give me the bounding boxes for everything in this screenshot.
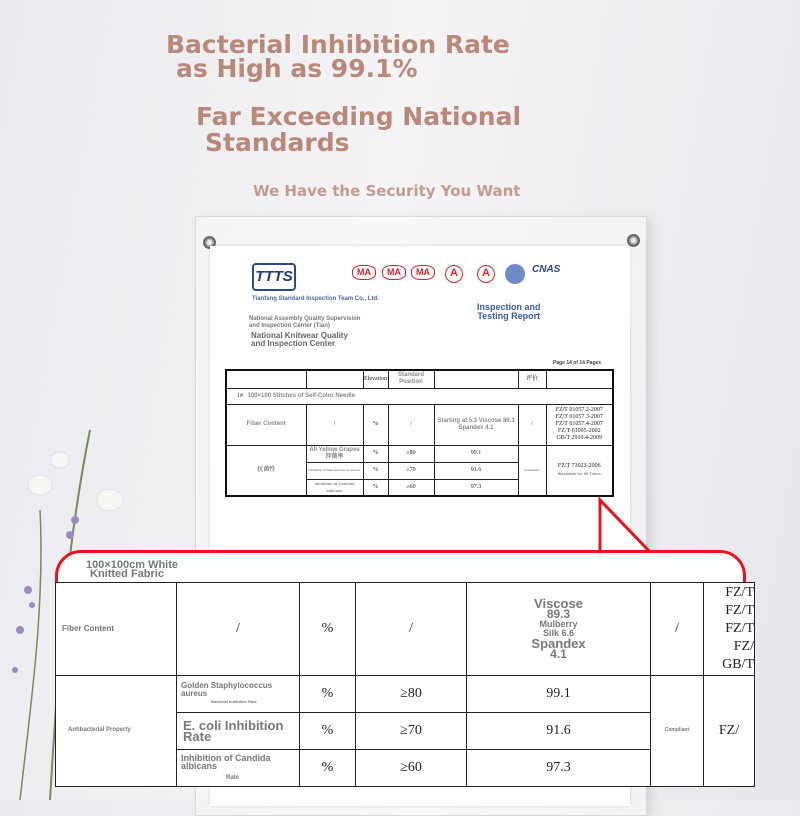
- limit: ≥80: [356, 675, 467, 712]
- cell: %: [300, 583, 356, 676]
- limit: ≥70: [388, 462, 434, 479]
- limit: ≥80: [388, 445, 434, 462]
- item: [177, 749, 300, 786]
- ma-stamp-icon: MA: [411, 265, 435, 280]
- item-sub: Rate: [226, 774, 240, 781]
- table-header-row: [226, 370, 613, 388]
- headline-line-4: Standards: [205, 128, 350, 157]
- sample-desc: 100×100 Stitches of Self-Color Needle: [247, 392, 356, 399]
- headline-line-1: Bacterial Inhibition Rate: [166, 30, 510, 59]
- table-row: [56, 583, 755, 676]
- header-cell: [306, 370, 363, 388]
- value: 91.6: [434, 462, 518, 479]
- cell: %: [300, 749, 356, 786]
- sample-line: Knitted Fabric: [90, 568, 164, 580]
- value: 97.3: [434, 479, 518, 496]
- ttts-logo: TTTS: [252, 263, 296, 291]
- std: GB/T: [722, 656, 754, 672]
- fiber-value: Starting at 5.3 Viscose 89.3 Spandex 4.1: [434, 404, 518, 445]
- center-line: and Inspection Center: [251, 339, 336, 348]
- limit: ≥60: [388, 479, 434, 496]
- page-number: Page 14 of 14 Pages: [553, 360, 602, 366]
- table-row: [226, 404, 613, 445]
- company-name: Tianfang Standard Inspection Team Co., Ltd.: [252, 296, 379, 302]
- ilac-seal-icon: [505, 264, 525, 284]
- antibac-label: Antibacterial Property: [56, 675, 177, 786]
- item: [177, 675, 300, 712]
- title-line: Testing Report: [477, 311, 541, 321]
- header-cell: Standard Position: [388, 370, 434, 388]
- report-title: [477, 303, 541, 321]
- headline-line-3: Far Exceeding National: [196, 102, 522, 131]
- cell: /: [518, 404, 546, 445]
- center-line: and Inspection Center (Tian): [249, 323, 330, 329]
- fv: Spandex: [531, 635, 586, 651]
- std: FZ/: [733, 638, 754, 654]
- callout-sample: [86, 561, 178, 579]
- item-text: Inhibition of Candida albicans: [181, 752, 271, 771]
- cell: /: [388, 404, 434, 445]
- callout-pointer: [598, 498, 658, 556]
- std: FZ/T 01095-2002: [557, 428, 601, 434]
- header-cell: 评价: [518, 370, 546, 388]
- zoom-callout: [55, 550, 754, 786]
- sample-cell: [226, 388, 613, 404]
- std: FZ/T 01057.2-2007: [555, 407, 603, 413]
- item: Inhibition of Candida albicans: [306, 479, 363, 496]
- header-cell: [546, 370, 613, 388]
- wash-note: Washable for 50 Times: [557, 471, 601, 477]
- table-row: [56, 675, 755, 712]
- fv: 89.3: [546, 606, 571, 621]
- antibac-standard: FZ/: [704, 675, 755, 786]
- fiber-standards: [704, 583, 755, 676]
- knitwear-center: [251, 332, 348, 348]
- callout-table: [55, 582, 755, 787]
- item-text: Golden Staphylococcus aureus: [181, 681, 273, 699]
- fv: Viscose: [534, 595, 583, 611]
- std: FZ/T: [725, 620, 754, 636]
- value: 91.6: [467, 713, 651, 749]
- title-line: Inspection and: [477, 302, 541, 312]
- center-name: [249, 316, 360, 330]
- cell: %: [363, 404, 388, 445]
- value: 99.1: [467, 675, 651, 712]
- ma-stamp-icon: MA: [382, 265, 406, 280]
- item-sub: Bacterial Inhibition Rate: [211, 699, 257, 705]
- std: FZ/T: [725, 602, 754, 618]
- report-table: [225, 369, 614, 497]
- std: FZ/T: [725, 584, 754, 600]
- cell: /: [177, 583, 300, 676]
- cell: /: [651, 583, 704, 676]
- item: E. coli Inhibition Rate: [177, 713, 300, 749]
- ma-stamp-icon: MA: [352, 265, 376, 280]
- sample-line: 100×100cm White: [86, 559, 179, 571]
- std: FZ/T 01057.3-2007: [555, 414, 603, 420]
- sample-row: [226, 388, 613, 404]
- limit: ≥70: [356, 713, 467, 749]
- header-cell: Elevation: [363, 370, 388, 388]
- item: All Yellow Grapes 抑菌率: [306, 445, 363, 462]
- limit: ≥60: [356, 749, 467, 786]
- center-line: National Knitwear Quality: [251, 331, 348, 340]
- verdict: Compliant: [518, 445, 546, 496]
- fiber-label: Fiber Content: [56, 583, 177, 676]
- cnas-logo: CNAS: [532, 264, 561, 275]
- fv: Silk 6.6: [542, 627, 575, 638]
- cell: %: [363, 462, 388, 479]
- cal-stamp-icon: A: [477, 265, 495, 283]
- cell: /: [356, 583, 467, 676]
- antibac-standard: [546, 445, 613, 496]
- cell: %: [363, 479, 388, 496]
- cell: %: [363, 445, 388, 462]
- value: 99.1: [434, 445, 518, 462]
- value: 97.3: [467, 749, 651, 786]
- fv: 4.1: [550, 646, 567, 661]
- std: FZ/T 01057.4-2007: [555, 421, 603, 427]
- verdict: Compliant: [651, 675, 704, 786]
- cal-stamp-icon: A: [445, 265, 463, 283]
- fv: Mulberry: [539, 618, 578, 629]
- sample-no: 1#: [237, 392, 243, 399]
- cell: %: [300, 713, 356, 749]
- header-cell: [226, 370, 306, 388]
- table-row: [226, 445, 613, 462]
- std: FZ/T 73023-2006: [557, 463, 601, 470]
- cell: /: [306, 404, 363, 445]
- std: GB/T 2910.4-2009: [556, 435, 603, 441]
- antibac-label: 抗菌性: [226, 445, 306, 496]
- header-cell: [434, 370, 518, 388]
- center-line: National Assembly Quality Supervision: [249, 316, 361, 322]
- item: Inhibition of Staphylococcus aureus: [306, 462, 363, 479]
- fiber-label: Fiber Content: [226, 404, 306, 445]
- cell: %: [300, 675, 356, 712]
- headline-line-2: as High as 99.1%: [176, 54, 418, 83]
- fiber-standards: [546, 404, 613, 445]
- subtitle: We Have the Security You Want: [253, 182, 521, 200]
- fiber-value: [467, 583, 651, 676]
